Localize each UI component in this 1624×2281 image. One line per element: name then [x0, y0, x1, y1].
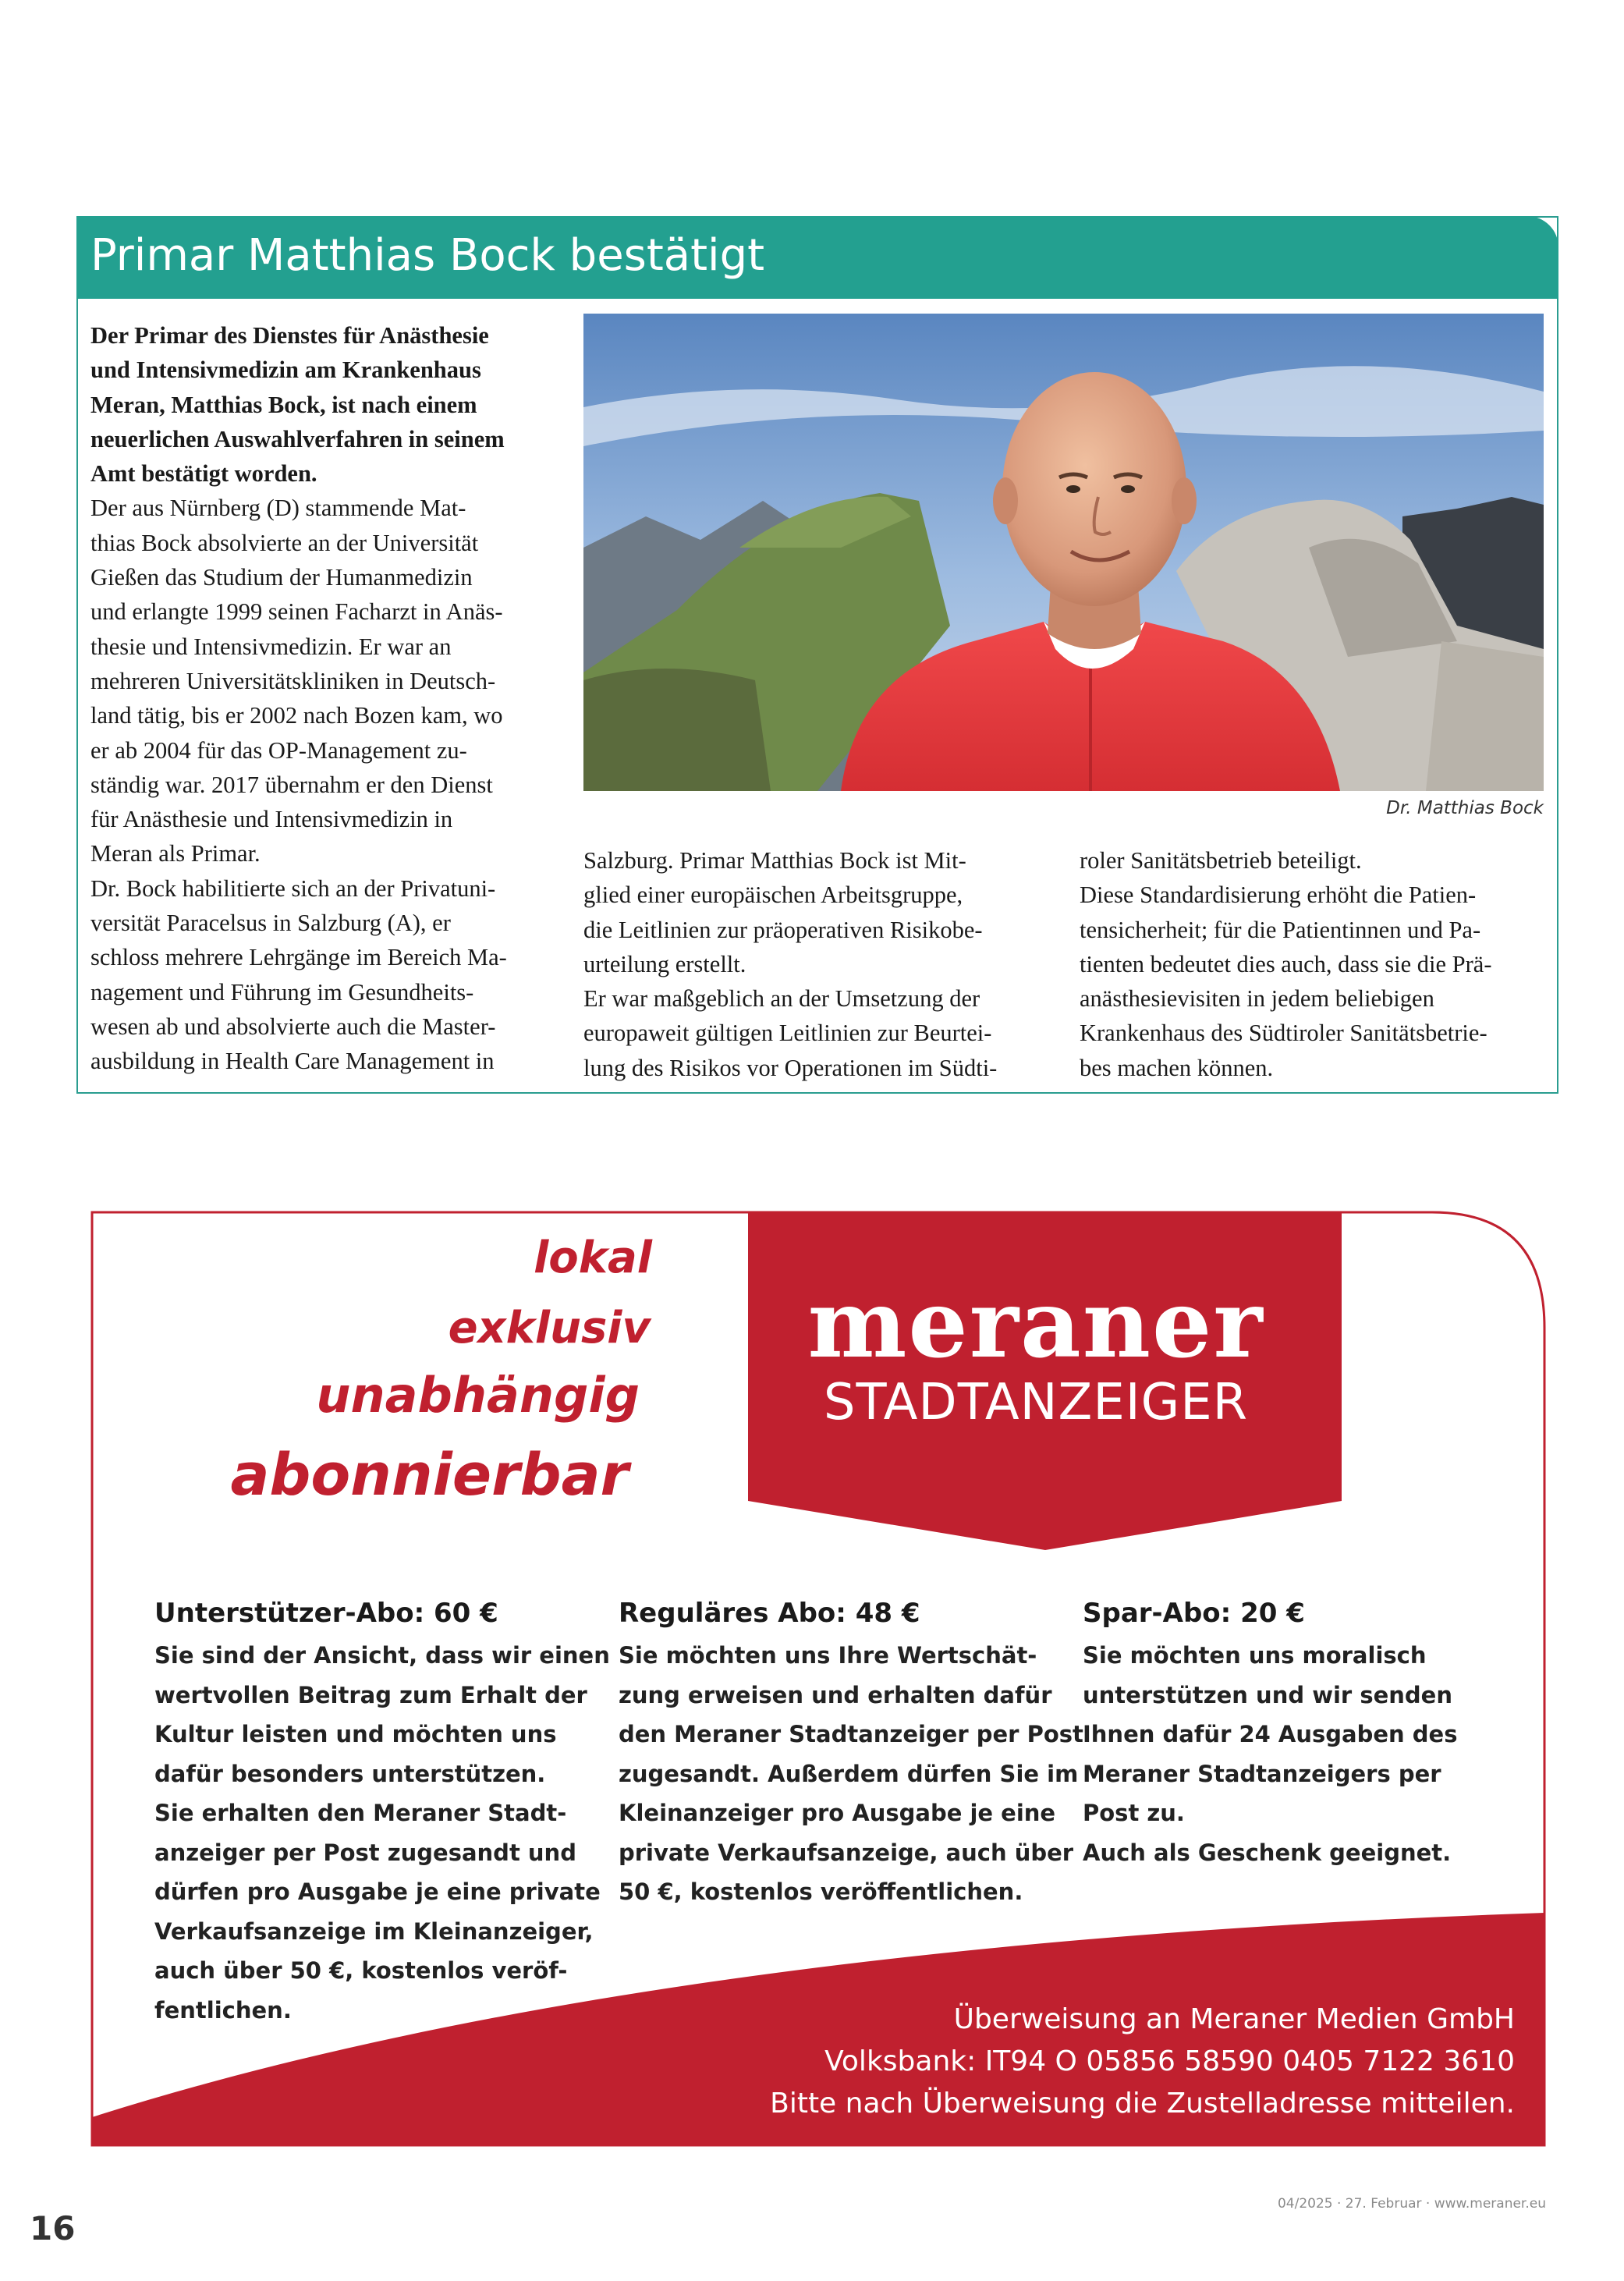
- text-line: tienten bedeutet dies auch, dass sie die Prä-: [1080, 950, 1492, 977]
- text-line: private Verkaufsanzeige, auch über: [619, 1839, 1074, 1866]
- text-line: thesie und Intensivmedizin. Er war an: [90, 633, 452, 660]
- text-line: Diese Standardisierung erhöht die Patien-: [1080, 882, 1477, 909]
- text-line: Sie sind der Ansicht, dass wir einen: [154, 1642, 610, 1669]
- text-line: nagement und Führung im Gesundheits-: [90, 978, 474, 1006]
- text-line: ausbildung in Health Care Management in: [90, 1048, 495, 1075]
- text-line: zugesandt. Außerdem dürfen Sie im: [619, 1760, 1079, 1787]
- text-line: Der Primar des Dienstes für Anästhesie: [90, 322, 489, 349]
- bank-note: Bitte nach Überweisung die Zustelladresse mitteilen.: [770, 2088, 1515, 2120]
- text-line: Kleinanzeiger pro Ausgabe je eine: [619, 1800, 1056, 1826]
- text-line: Sie möchten uns Ihre Wertschät-: [619, 1642, 1037, 1669]
- portrait-photo: [583, 314, 1544, 791]
- text-line: europaweit gültigen Leitlinien zur Beurtei-: [583, 1020, 992, 1047]
- page-number: 16: [30, 2209, 76, 2247]
- text-line: den Meraner Stadtanzeiger per Post: [619, 1721, 1083, 1747]
- text-line: wesen ab und absolvierte auch die Master-: [90, 1013, 496, 1040]
- abo-title: Reguläres Abo: 48 €: [619, 1598, 920, 1629]
- abo-description: [619, 1636, 1083, 1912]
- text-line: Er war maßgeblich an der Umsetzung der: [583, 985, 980, 1013]
- bank-iban: Volksbank: IT94 O 05856 58590 0405 7122 3610: [824, 2045, 1515, 2077]
- brand-logo-name: meraner: [807, 1269, 1264, 1379]
- text-line: Kultur leisten und möchten uns: [154, 1721, 557, 1747]
- text-line: dürfen pro Ausgabe je eine private: [154, 1878, 601, 1905]
- brand-logo-subtitle: STADTANZEIGER: [823, 1374, 1249, 1431]
- text-line: für Anästhesie und Intensivmedizin in: [90, 806, 453, 833]
- text-line: wertvollen Beitrag zum Erhalt der: [154, 1681, 587, 1708]
- text-line: anzeiger per Post zugesandt und: [154, 1839, 576, 1866]
- text-line: Sie möchten uns moralisch: [1083, 1642, 1427, 1669]
- text-line: glied einer europäischen Arbeitsgruppe,: [583, 882, 963, 909]
- text-line: und Intensivmedizin am Krankenhaus: [90, 357, 481, 384]
- text-line: zung erweisen und erhalten dafür: [619, 1681, 1052, 1708]
- text-line: und erlangte 1999 seinen Facharzt in Anäs-: [90, 598, 503, 626]
- text-line: schloss mehrere Lehrgänge im Bereich Ma-: [90, 944, 507, 971]
- slogan-exklusiv: exklusiv: [448, 1303, 651, 1353]
- text-line: Dr. Bock habilitierte sich an der Privatuni-: [90, 874, 496, 902]
- article-title: Primar Matthias Bock bestätigt: [90, 230, 765, 281]
- article-column-1: [90, 318, 558, 1079]
- text-line: 50 €, kostenlos veröffentlichen.: [619, 1878, 1023, 1905]
- text-line: thias Bock absolvierte an der Universität: [90, 529, 479, 556]
- slogan-unabhaengig: unabhängig: [316, 1367, 640, 1424]
- slogan-abonnierbar: abonnierbar: [230, 1442, 629, 1509]
- text-line: mehreren Universitätskliniken in Deutsch-: [90, 667, 496, 694]
- text-line: auch über 50 €, kostenlos veröf-: [154, 1957, 568, 1984]
- text-line: Verkaufsanzeige im Kleinanzeiger,: [154, 1917, 594, 1945]
- text-line: Gießen das Studium der Humanmedizin: [90, 564, 473, 591]
- bank-recipient: Überweisung an Meraner Medien GmbH: [953, 2003, 1515, 2035]
- abo-saver: [1083, 1595, 1457, 1872]
- abo-title: Spar-Abo: 20 €: [1083, 1598, 1305, 1629]
- text-line: Sie erhalten den Meraner Stadt-: [154, 1800, 567, 1826]
- text-line: roler Sanitätsbetrieb beteiligt.: [1080, 847, 1362, 874]
- abo-description: [1083, 1636, 1457, 1872]
- text-line: Meraner Stadtanzeigers per: [1083, 1760, 1441, 1787]
- text-line: Amt bestätigt worden.: [90, 460, 317, 488]
- text-line: er ab 2004 für das OP-Management zu-: [90, 736, 467, 764]
- abo-description: [154, 1636, 610, 2030]
- text-line: Post zu.: [1083, 1800, 1185, 1826]
- text-line: unterstützen und wir senden: [1083, 1681, 1452, 1708]
- slogan-lokal: lokal: [534, 1233, 652, 1283]
- text-line: Ihnen dafür 24 Ausgaben des: [1083, 1721, 1458, 1747]
- text-line: Salzburg. Primar Matthias Bock ist Mit-: [583, 847, 966, 874]
- text-line: anästhesievisiten in jedem beliebigen: [1080, 985, 1434, 1013]
- text-line: bes machen können.: [1080, 1054, 1274, 1081]
- text-line: ständig war. 2017 übernahm er den Dienst: [90, 771, 493, 798]
- text-line: Meran als Primar.: [90, 840, 261, 867]
- text-line: versität Paracelsus in Salzburg (A), er: [90, 910, 451, 937]
- text-line: dafür besonders unterstützen.: [154, 1760, 546, 1787]
- text-line: Der aus Nürnberg (D) stammende Mat-: [90, 495, 466, 522]
- text-line: land tätig, bis er 2002 nach Bozen kam, wo: [90, 702, 503, 729]
- text-line: Krankenhaus des Südtiroler Sanitätsbetrie-: [1080, 1020, 1487, 1047]
- text-line: tensicherheit; für die Patientinnen und Pa-: [1080, 916, 1481, 943]
- abo-regular: [619, 1595, 1083, 1912]
- article-column-2: [583, 843, 1051, 1085]
- text-line: Meran, Matthias Bock, ist nach einem: [90, 391, 477, 418]
- text-line: neuerlichen Auswahlverfahren in seinem: [90, 425, 505, 452]
- text-line: urteilung erstellt.: [583, 950, 746, 977]
- abo-supporter: [154, 1595, 610, 2030]
- article-header: [76, 216, 1558, 299]
- text-line: lung des Risikos vor Operationen im Südti-: [583, 1054, 998, 1081]
- abo-title: Unterstützer-Abo: 60 €: [154, 1598, 498, 1629]
- text-line: fentlichen.: [154, 1996, 292, 2024]
- article-column-3: [1080, 843, 1548, 1085]
- footer-issue-info: 04/2025 · 27. Februar · www.meraner.eu: [1277, 2196, 1546, 2212]
- text-line: die Leitlinien zur präoperativen Risikobe-: [583, 916, 983, 943]
- photo-caption: Dr. Matthias Bock: [1386, 798, 1544, 818]
- text-line: Auch als Geschenk geeignet.: [1083, 1839, 1452, 1866]
